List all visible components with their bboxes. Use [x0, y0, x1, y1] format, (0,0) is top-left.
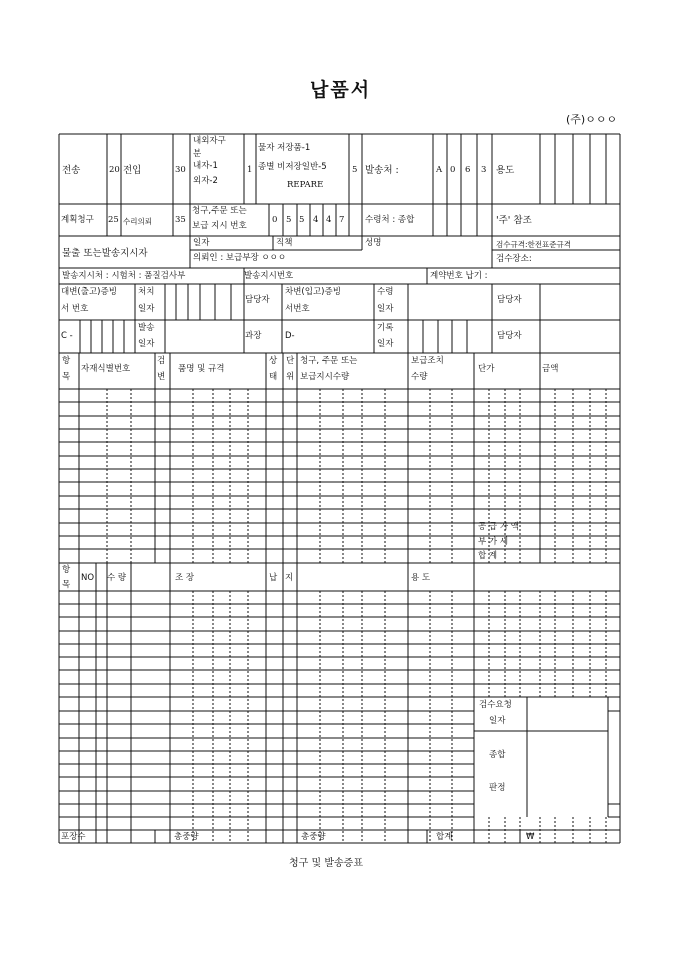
type-line1: 물자 저장품-1: [258, 143, 311, 153]
reference-label: '주' 참조: [496, 215, 532, 226]
claim-code-0: 0: [272, 215, 278, 225]
verdict-label: 판정: [489, 783, 506, 793]
sum-total-label: 합계: [436, 832, 453, 842]
date-label: 일자: [193, 238, 210, 248]
record-line2: 일자: [377, 339, 394, 349]
inspection-place-label: 검수장소:: [496, 254, 532, 264]
name-label: 성명: [365, 238, 382, 248]
type-code: 5: [352, 165, 358, 175]
position-label: 직책: [276, 238, 293, 248]
dispatch-instructor-label: 물출 또는발송지시자: [62, 248, 148, 259]
handle-line2: 일자: [138, 304, 155, 314]
claim-qty-header-line1: 청구, 주문 또는: [300, 356, 358, 366]
item2-header-line2: 목: [62, 580, 71, 590]
claim-qty-header-line2: 보급지시수량: [300, 372, 350, 382]
sender-label: 발송처 :: [365, 165, 399, 176]
total-weight-label: 총중량: [174, 832, 199, 842]
sender-code-3: 3: [481, 165, 487, 175]
adjust-header: 조 장: [175, 573, 195, 583]
repair-code: 35: [175, 215, 186, 225]
sender-code-2: 6: [465, 165, 471, 175]
record-line1: 기록: [377, 323, 394, 333]
receiver-label: 수령처 : 종합: [365, 215, 415, 225]
sender-code-1: 0: [450, 165, 456, 175]
debit-line2: 서번호: [285, 304, 310, 314]
origin-line4: 외자-2: [193, 176, 218, 186]
inspection-request-line1: 검수요청: [479, 700, 512, 710]
supply-value-label: 공 급 가 액: [478, 522, 519, 532]
unit-header-line1: 단: [286, 356, 295, 366]
amount-header: 금액: [542, 364, 559, 374]
material-id-header: 자재식별번호: [81, 364, 131, 374]
qty-header: 수 량: [107, 573, 127, 583]
origin-code: 1: [247, 165, 253, 175]
credit-line2: 서 번호: [61, 304, 89, 314]
repair-label: 수리의뢰: [123, 217, 152, 226]
credit-line1: 대변(출고)증빙: [61, 287, 117, 297]
claim-code-4: 4: [326, 215, 332, 225]
no-header: NO: [81, 573, 95, 583]
chief-label: 과장: [245, 331, 262, 341]
gross-weight-label: 총중량: [301, 832, 326, 842]
origin-line1: 내외자구: [193, 136, 226, 146]
manager3-label: 담당자: [497, 331, 522, 341]
claim-code-2: 5: [299, 215, 305, 225]
recv-line1: 수령: [377, 287, 394, 297]
c-label: C -: [61, 331, 73, 341]
plan-code: 25: [108, 215, 119, 225]
sum-label: 합 계: [478, 551, 498, 561]
ship-line1: 발송: [138, 323, 155, 333]
packages-label: 포장수: [61, 832, 86, 842]
dispatch-number-label: 발송지시번호: [244, 271, 294, 281]
claim-line1: 청구,주문 또는: [192, 206, 247, 216]
item2-header-line1: 항: [62, 565, 71, 575]
supply-qty-header-line1: 보급조치: [411, 356, 444, 366]
origin-line3: 내자-1: [193, 161, 218, 171]
input-code: 30: [175, 165, 186, 175]
nap-header: 납: [269, 573, 278, 583]
recv-line2: 일자: [377, 304, 394, 314]
origin-line2: 분: [193, 149, 202, 159]
currency-label: ₩: [526, 832, 535, 842]
d-label: D-: [285, 331, 295, 341]
input-label: 전입: [123, 165, 142, 176]
usage-label: 용도: [496, 165, 515, 176]
supply-qty-header-line2: 수량: [411, 372, 428, 382]
name-spec-header: 품명 및 규격: [178, 364, 225, 374]
state-header-line2: 태: [269, 372, 278, 382]
unit-price-header: 단가: [478, 364, 495, 374]
item-header-line1: 항: [62, 356, 71, 366]
state-header-line1: 상: [269, 356, 278, 366]
sender-code-0: A: [436, 165, 443, 175]
inspection-request-line2: 일자: [489, 716, 506, 726]
handle-line1: 처치: [138, 287, 155, 297]
debit-line1: 차변(입고)증빙: [285, 287, 341, 297]
claim-code-5: 7: [339, 215, 345, 225]
ship-line2: 일자: [138, 339, 155, 349]
vat-label: 부 가 세: [478, 537, 509, 547]
check-header-line2: 변: [157, 372, 166, 382]
item-header-line2: 목: [62, 372, 71, 382]
send-label: 전송: [62, 165, 81, 176]
use-header: 용 도: [411, 573, 431, 583]
manager2-label: 담당자: [497, 295, 522, 305]
requester-label: 의뢰인 : 보급부장 ㅇㅇㅇ: [193, 253, 287, 263]
unit-header-line2: 위: [286, 372, 295, 382]
plan-label: 계획청구: [61, 215, 94, 225]
type-line2: 종별 비저장일반-5: [258, 162, 327, 172]
ji-header: 지: [285, 573, 294, 583]
form-caption: 청구 및 발송증표: [289, 858, 363, 869]
type-line3: REPARE: [287, 180, 324, 190]
inspection-spec-label: 검수규격:한전표준규격: [496, 240, 571, 249]
send-code: 20: [109, 165, 120, 175]
check-header-line1: 검: [157, 356, 166, 366]
claim-code-3: 4: [313, 215, 319, 225]
claim-code-1: 5: [286, 215, 292, 225]
manager-label: 담당자: [245, 295, 270, 305]
dispatch-place: 발송지시처 : 시험처 : 품질검사부: [62, 271, 186, 281]
company-name: (주)ㅇㅇㅇ: [566, 113, 618, 126]
claim-line2: 보급 지시 번호: [192, 221, 247, 231]
contract-label: 계약번호 납기 :: [430, 271, 488, 281]
overall-label: 종합: [489, 750, 506, 760]
document-title: 납품서: [310, 79, 372, 101]
